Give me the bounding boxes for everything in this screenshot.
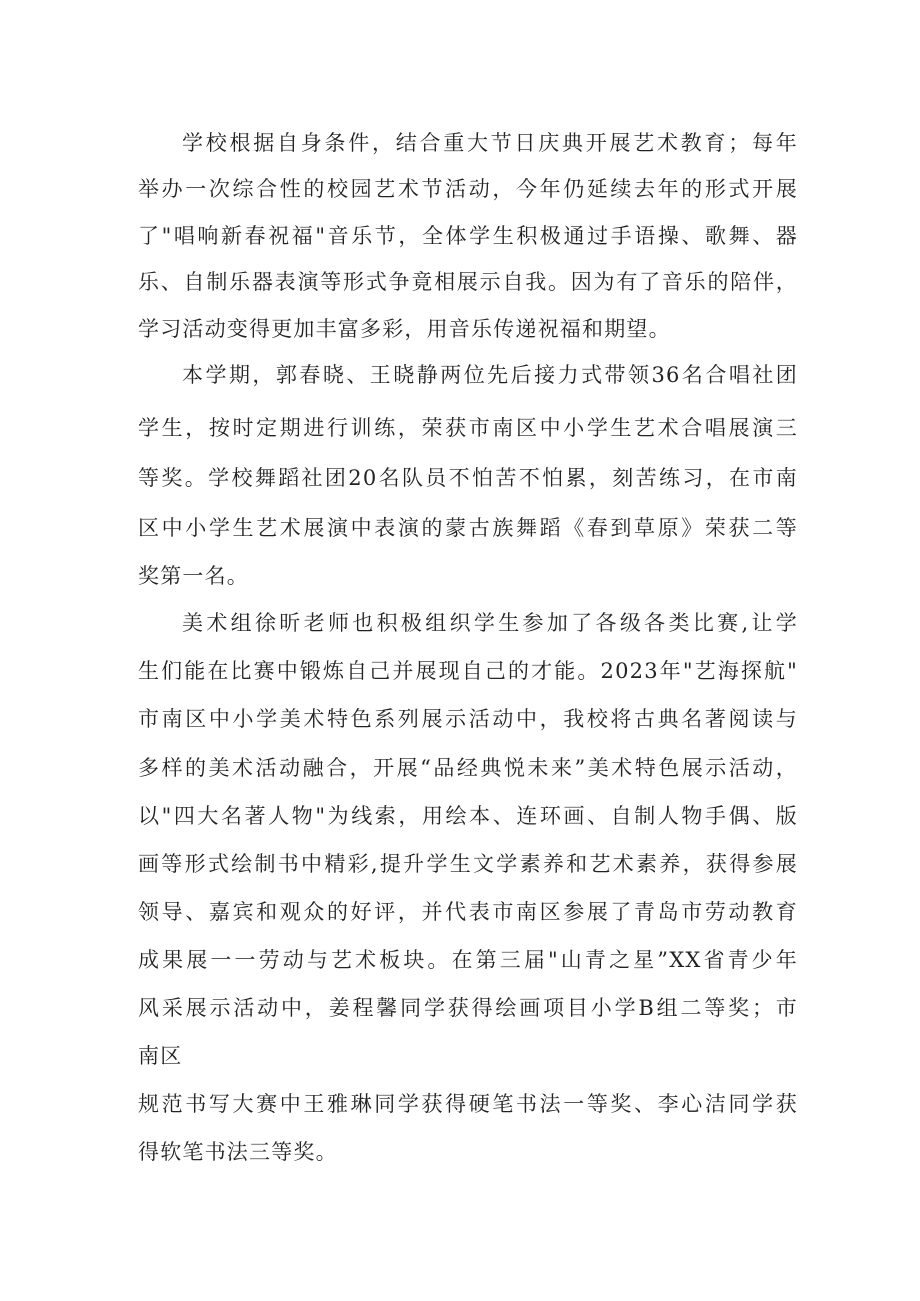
paragraph-1-line-1: 学校根据自身条件，结合重大节日庆典开展艺术教育；每年 [182,131,798,155]
paragraph-1-line-5: 学习活动变得更加丰富多彩，用音乐传递祝福和期望。 [138,317,671,341]
paragraph-3-line-5: 以"四大名著人物"为线索，用绘本、连环画、自制人物手偶、版 [138,804,798,828]
paragraph-3-line-3: 市南区中小学美术特色系列展示活动中，我校将古典名著阅读与 [138,707,798,731]
paragraph-1-line-2: 举办一次综合性的校园艺术节活动，今年仍延续去年的形式开展 [138,177,798,201]
paragraph-2-line-3: 等奖。学校舞蹈社团20名队员不怕苦不怕累，刻苦练习，在市南 [138,466,798,490]
paragraph-2-line-1: 本学期，郭春晓、王晓静两位先后接力式带领36名合唱社团 [182,363,798,387]
paragraph-4-line-2: 得软笔书法三等奖。 [138,1140,338,1164]
paragraph-4-line-1: 规范书写大赛中王雅琳同学获得硬笔书法一等奖、李心洁同学获 [138,1092,798,1116]
paragraph-3-line-6: 画等形式绘制书中精彩,提升学生文学素养和艺术素养，获得参展 [138,852,798,876]
paragraph-3-line-1: 美术组徐昕老师也积极组织学生参加了各级各类比赛,让学 [182,611,798,635]
paragraph-1-line-4: 乐、自制乐器表演等形式争竟相展示自我。因为有了音乐的陪伴， [138,270,798,294]
paragraph-3-line-10: 南区 [138,1044,183,1068]
paragraph-1-line-3: 了"唱响新春祝福"音乐节，全体学生积极通过手语操、歌舞、器 [138,224,798,248]
paragraph-3-line-2: 生们能在比赛中锻炼自己并展现自己的才能。2023年"艺海探航" [138,659,798,683]
paragraph-2-line-2: 学生，按时定期进行训练，荣获市南区中小学生艺术合唱展演三 [138,416,798,440]
paragraph-3-line-9: 风采展示活动中，姜程馨同学获得绘画项目小学B组二等奖；市 [138,996,798,1020]
paragraph-3-line-7: 领导、嘉宾和观众的好评，并代表市南区参展了青岛市劳动教育 [138,900,798,924]
paragraph-3-line-4: 多样的美术活动融合，开展“品经典悦未来”美术特色展示活动， [138,756,798,780]
paragraph-2-line-5: 奖第一名。 [138,564,249,588]
paragraph-3-line-8: 成果展一一劳动与艺术板块。在第三届"山青之星”XX省青少年 [138,948,798,972]
paragraph-2-line-4: 区中小学生艺术展演中表演的蒙古族舞蹈《春到草原》荣获二等 [138,516,798,540]
